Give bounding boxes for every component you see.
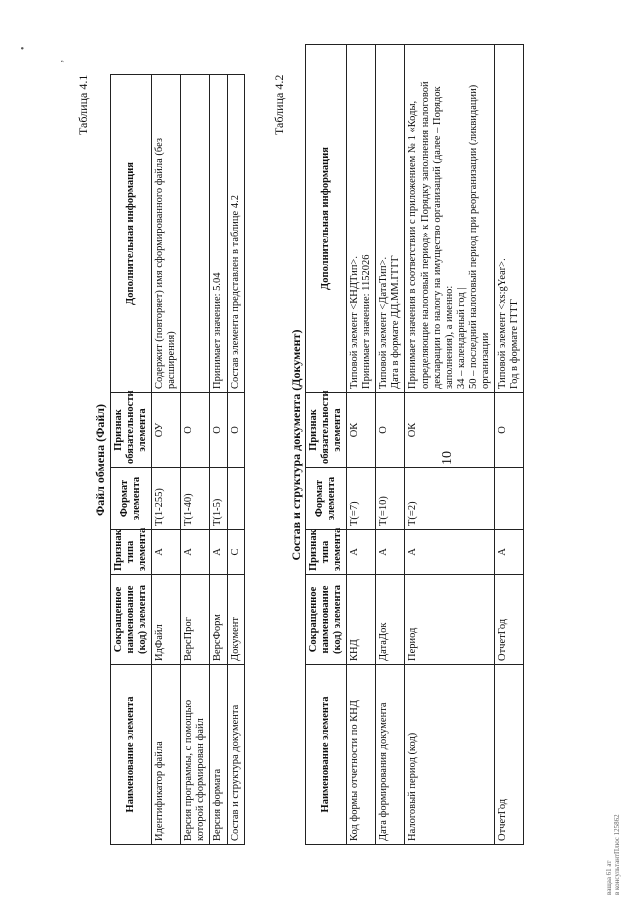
cell: Идентификатор файла	[152, 665, 181, 845]
cell: ОК	[347, 393, 376, 468]
cell: Состав элемента представлен в таблице 4.2	[227, 75, 244, 393]
cell: Типовой элемент <xs:gYear>. Год в формате ГГГГ	[494, 45, 523, 393]
cell: Версия формата	[210, 665, 227, 845]
table-row	[181, 75, 210, 845]
header-cell: Дополнительная информация	[111, 75, 152, 393]
cell: T(1-255)	[152, 468, 181, 530]
cell	[181, 75, 210, 393]
cell	[494, 468, 523, 530]
table-row	[210, 75, 227, 845]
cell: Содержит (повторяет) имя сформированного файла (без расширения)	[152, 75, 181, 393]
cell: О	[210, 393, 227, 468]
header-cell: Признак обязательности элемента	[306, 393, 347, 468]
cell: Код формы отчетности по КНД	[347, 665, 376, 845]
cell: О	[227, 393, 244, 468]
table-header-row	[306, 45, 347, 845]
cell: Документ	[227, 575, 244, 665]
cell: А	[152, 530, 181, 575]
cell: ДатаДок	[376, 575, 405, 665]
stamp-line: в консультантПлюс 125862	[613, 814, 622, 895]
cell: ОтчетГод	[494, 665, 523, 845]
cell: А	[376, 530, 405, 575]
cell: ВерсПрог	[181, 575, 210, 665]
cell: Период	[405, 575, 494, 665]
table-row	[405, 45, 494, 845]
cell: T(=2)	[405, 468, 494, 530]
header-cell: Признак типа элемента	[111, 530, 152, 575]
table-4-1	[110, 74, 245, 845]
table-row	[227, 75, 244, 845]
table-4-1-label: Таблица 4.1	[76, 74, 90, 135]
cell: А	[494, 530, 523, 575]
cell: О	[494, 393, 523, 468]
cell: Типовой элемент <ДатаТип>. Дата в формате ДД.ММ.ГГГГ	[376, 45, 405, 393]
header-cell: Сокращенное наименование (код) элемента	[306, 575, 347, 665]
header-cell: Формат элемента	[111, 468, 152, 530]
cell: Дата формирования документа	[376, 665, 405, 845]
cell: ОК	[405, 393, 494, 468]
header-cell: Признак типа элемента	[306, 530, 347, 575]
header-cell: Сокращенное наименование (код) элемента	[111, 575, 152, 665]
table-row	[376, 45, 405, 845]
header-cell: Наименование элемента	[306, 665, 347, 845]
cell: T(1-40)	[181, 468, 210, 530]
cell: О	[181, 393, 210, 468]
cell: КНД	[347, 575, 376, 665]
table-4-2	[305, 44, 524, 845]
cell: T(=7)	[347, 468, 376, 530]
table-4-2-label: Таблица 4.2	[272, 74, 286, 135]
cell	[227, 468, 244, 530]
cell: А	[347, 530, 376, 575]
page-number: 10	[440, 451, 455, 465]
scan-mark: •	[18, 46, 29, 50]
header-cell: Наименование элемента	[111, 665, 152, 845]
cell: А	[405, 530, 494, 575]
cell: А	[181, 530, 210, 575]
header-cell: Формат элемента	[306, 468, 347, 530]
cell: Версия программы, с помощью которой сформирован файл	[181, 665, 210, 845]
stamp-line: ващаа 61 ат	[605, 860, 613, 895]
cell: ОтчетГод	[494, 575, 523, 665]
cell: Налоговый период (код)	[405, 665, 494, 845]
cell: ВерсФорм	[210, 575, 227, 665]
cell: С	[227, 530, 244, 575]
cell: А	[210, 530, 227, 575]
table-row	[494, 45, 523, 845]
cell: Принимает значения в соответствии с приложением № 1 «Коды, определяющие налоговый период» к Порядку заполнения налоговой декларации по налогу на имущество организаций (далее – Порядок заполнения), а именно: 34 – календарный год | 50 – последний налоговый период при реорганизации (ликвидации) организации	[405, 45, 494, 393]
table-4-2-title: Состав и структура документа (Документ)	[289, 329, 303, 561]
cell: Принимает значение: 5.04	[210, 75, 227, 393]
cell: Типовой элемент <КНДТип>. Принимает значение: 1152026	[347, 45, 376, 393]
table-header-row	[111, 75, 152, 845]
header-cell: Признак обязательности элемента	[111, 393, 152, 468]
scan-mark: ’	[60, 59, 71, 63]
cell: ОУ	[152, 393, 181, 468]
cell: О	[376, 393, 405, 468]
table-4-1-title: Файл обмена (Файл)	[93, 403, 107, 517]
cell: ИдФайл	[152, 575, 181, 665]
scan-stamp	[605, 814, 622, 895]
table-row	[152, 75, 181, 845]
cell: Состав и структура документа	[227, 665, 244, 845]
cell: T(1-5)	[210, 468, 227, 530]
header-cell: Дополнительная информация	[306, 45, 347, 393]
table-row	[347, 45, 376, 845]
cell: T(=10)	[376, 468, 405, 530]
